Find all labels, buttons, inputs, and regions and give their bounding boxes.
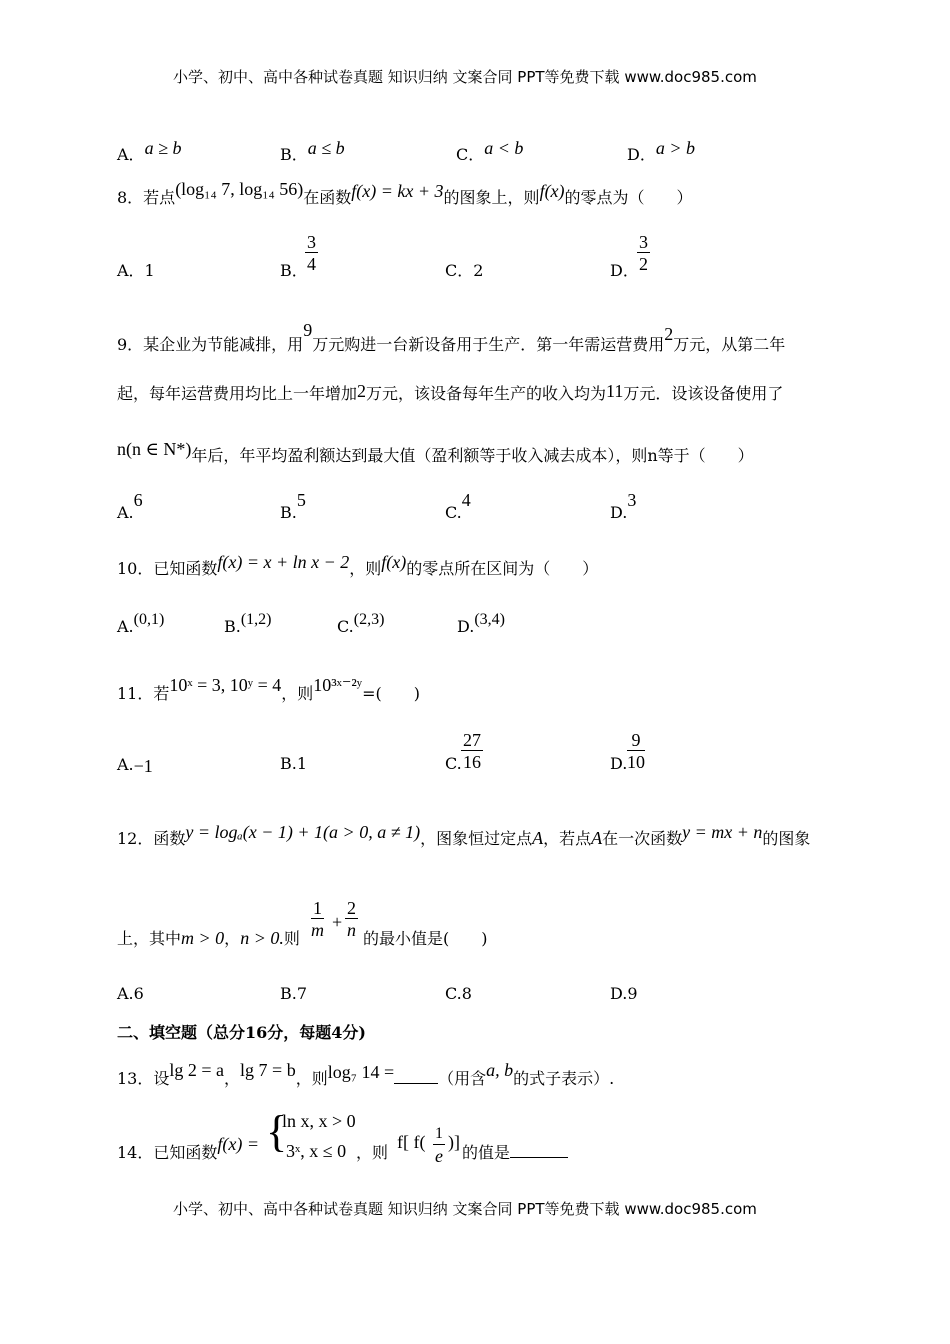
q11-option-c[interactable]: C. — [445, 754, 462, 773]
question-12-line-2: 上，其中m > 0，n > 0.则 — [117, 928, 300, 948]
page-header: 小学、初中、高中各种试卷真题 知识归纳 文案合同 PPT等免费下载 www.doc985.com — [173, 68, 757, 86]
q14-expr-end: )] — [448, 1132, 460, 1152]
q12-option-d[interactable]: D.9 — [610, 984, 638, 1003]
q12-fraction-1: $\frac{1}{m}$ — [311, 898, 324, 940]
q14-ask: 的值是 — [462, 1140, 568, 1163]
question-9-line-2: 起，每年运营费用均比上一年增加2万元，该设备每年生产的收入均为11万元．设该设备使用了 — [117, 381, 784, 403]
q10-option-a[interactable]: A.(0,1) — [117, 611, 165, 636]
q8-function: f(x) = kx + 3 — [351, 181, 444, 201]
q12-plus: + — [332, 912, 343, 932]
section-2-title: 二、填空题（总分16分，每题4分) — [117, 1023, 366, 1042]
q8-option-d[interactable]: D． — [610, 261, 639, 280]
page-footer: 小学、初中、高中各种试卷真题 知识归纳 文案合同 PPT等免费下载 www.doc985.com — [173, 1200, 757, 1218]
question-10: 10．已知函数f(x) = x + ln x − 2，则f(x)的零点所在区间为（ ） — [117, 552, 599, 578]
q7-option-a[interactable]: A．a ≥ b — [117, 138, 182, 164]
q8-point: (log₁₄ 7, log₁₄ 56) — [175, 179, 304, 199]
question-12-line-1: 12．函数y = logₐ(x − 1) + 1(a > 0, a ≠ 1)，图象恒过定点A，若点A在一次函数y = mx + n的图象 — [117, 822, 811, 848]
q11-option-d[interactable]: D. — [610, 754, 628, 773]
question-14-prefix: 14．已知函数f(x) = — [117, 1134, 259, 1162]
q8-option-b-fraction: $\frac{3}{4}$ — [307, 232, 316, 274]
q7-option-c[interactable]: C．a < b — [456, 138, 524, 164]
question-11: 11．若10ˣ = 3, 10ʸ = 4，则10³ˣ⁻²ʸ=( ) — [117, 675, 420, 703]
q8-option-b[interactable]: B． — [280, 261, 308, 280]
q10-option-c[interactable]: C.(2,3) — [337, 611, 385, 636]
q14-case-2: 3ˣ, x ≤ 0 — [286, 1141, 347, 1161]
q12-fraction-2: $\frac{2}{n}$ — [347, 898, 356, 940]
question-8: 8．若点(log₁₄ 7, log₁₄ 56)在函数f(x) = kx + 3的图象上，则f(x)的零点为（ ） — [117, 179, 693, 207]
question-9-line-1: 9．某企业为节能减排，用9万元购进一台新设备用于生产．第一年需运营费用2万元，从第二年 — [117, 320, 786, 354]
q10-option-b[interactable]: B.(1,2) — [224, 611, 272, 636]
q13-answer-blank[interactable] — [394, 1069, 438, 1084]
q10-option-d[interactable]: D.(3,4) — [457, 611, 505, 636]
q14-fraction: $\frac{1}{e}$ — [435, 1125, 443, 1166]
q7-option-b[interactable]: B．a ≤ b — [280, 138, 345, 164]
q8-fx: f(x) — [539, 181, 565, 201]
question-13: 13．设lg 2 = a，lg 7 = b，则log₇ 14 = （用含a, b的式子表示）. — [117, 1060, 615, 1088]
q7-option-c-math: a < b — [484, 138, 524, 158]
q9-option-b[interactable]: B.5 — [280, 490, 306, 522]
q8-option-d-fraction: $\frac{3}{2}$ — [639, 232, 648, 274]
q11-option-c-fraction: $\frac{27}{16}$ — [463, 730, 481, 772]
q11-option-a[interactable]: A.−1 — [117, 755, 153, 776]
q7-option-d[interactable]: D．a > b — [627, 138, 695, 164]
q11-option-b[interactable]: B.1 — [280, 754, 308, 773]
q11-option-d-fraction: $\frac{9}{10}$ — [627, 730, 645, 772]
q12-ask: 的最小值是( ) — [363, 929, 488, 948]
q14-then: ，则 — [356, 1143, 389, 1162]
q7-option-b-math: a ≤ b — [307, 138, 345, 158]
q12-option-b[interactable]: B.7 — [280, 984, 308, 1003]
q9-option-a[interactable]: A.6 — [117, 490, 143, 522]
q14-answer-blank[interactable] — [510, 1143, 568, 1158]
question-9-line-3: n(n ∈ N*)年后，年平均盈利额达到最大值（盈利额等于收入减去成本），则n等于（ ） — [117, 439, 754, 465]
q8-option-c[interactable]: C．2 — [445, 261, 484, 280]
q7-option-d-math: a > b — [655, 138, 695, 158]
q9-option-d[interactable]: D.3 — [610, 490, 637, 522]
q12-option-a[interactable]: A.6 — [117, 984, 144, 1003]
q14-expr-start: f[ f( — [397, 1132, 426, 1152]
q8-option-a[interactable]: A．1 — [117, 261, 155, 280]
q14-brace: { — [266, 1107, 288, 1156]
q14-case-1: ln x, x > 0 — [282, 1111, 356, 1131]
q7-option-a-math: a ≥ b — [144, 138, 182, 158]
q9-option-c[interactable]: C.4 — [445, 490, 471, 522]
q12-option-c[interactable]: C.8 — [445, 984, 472, 1003]
